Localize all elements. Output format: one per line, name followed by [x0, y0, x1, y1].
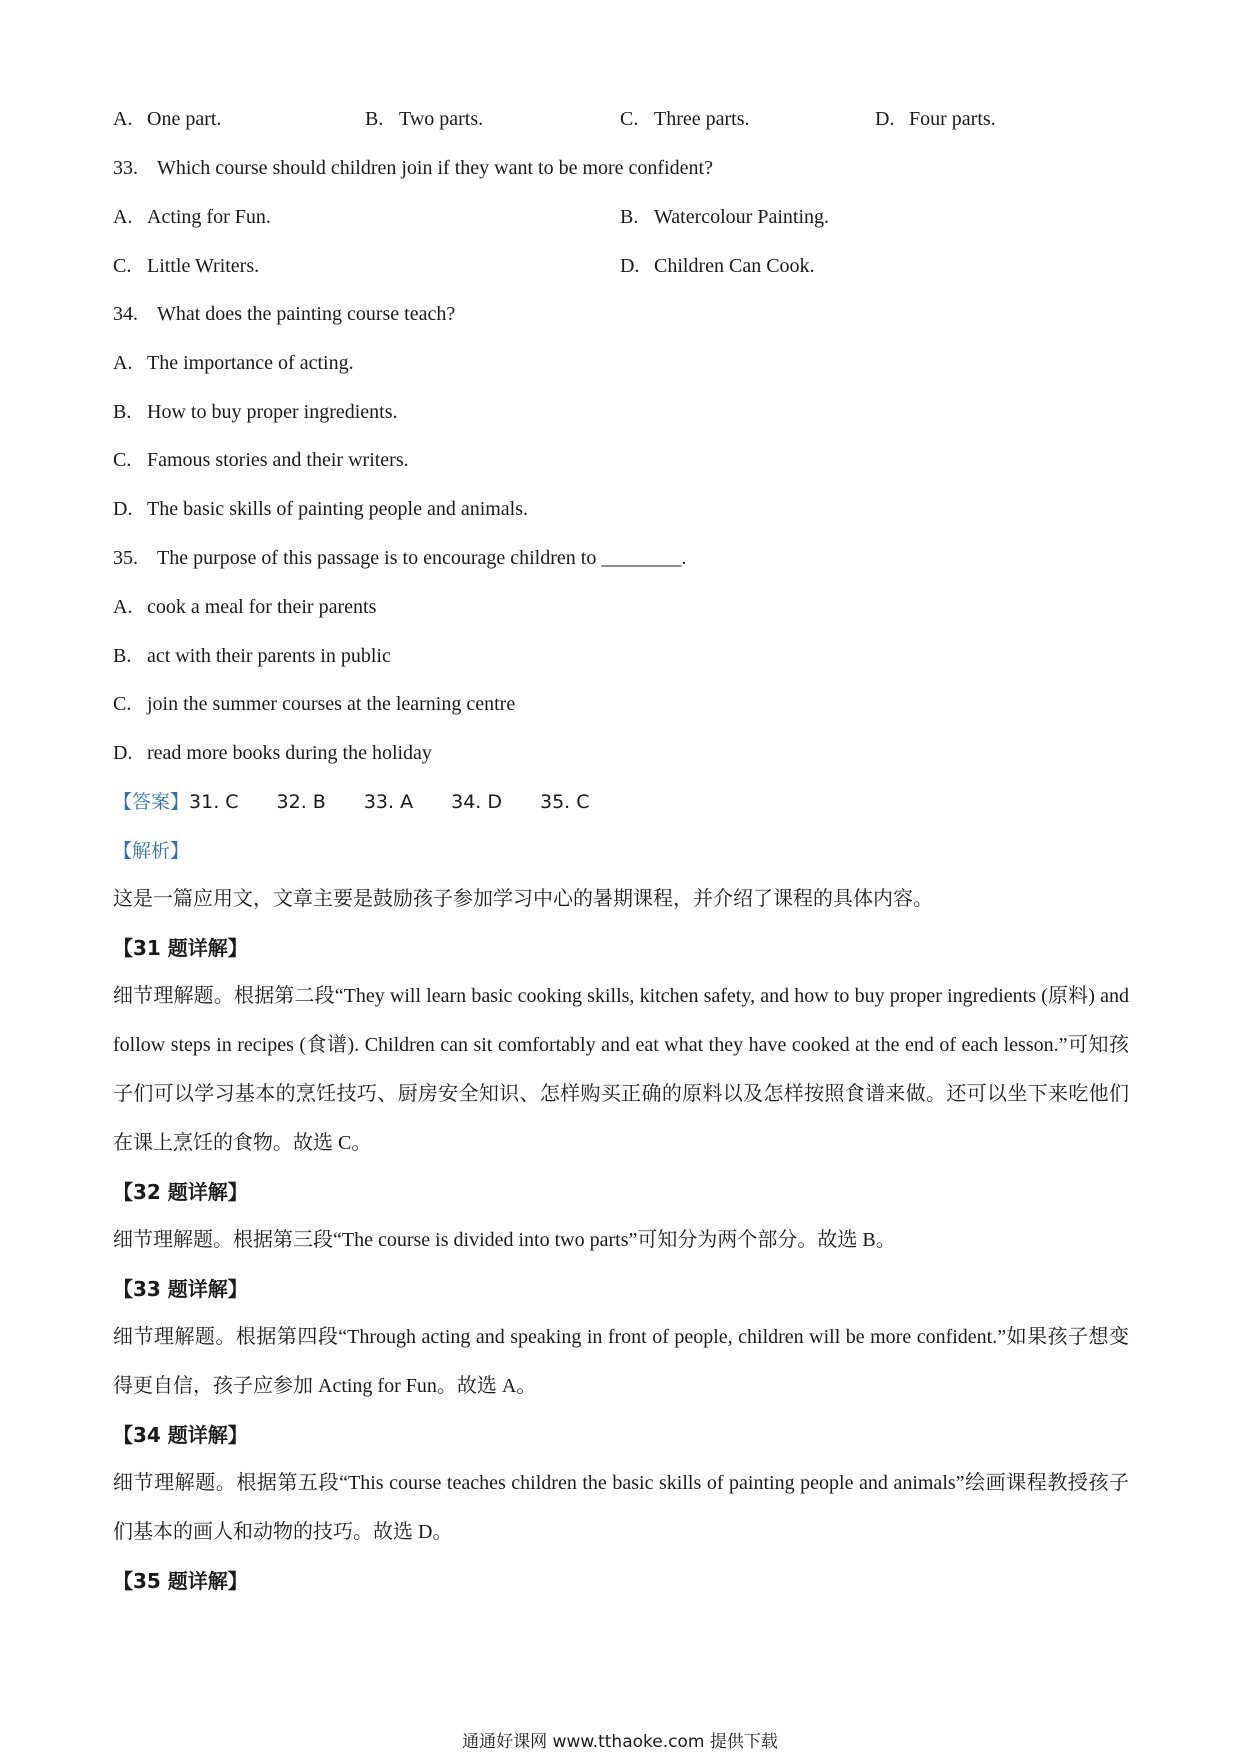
q34-question: 34. What does the painting course teach? — [113, 303, 456, 325]
detail-heading-31: 【31 题详解】 — [113, 936, 248, 960]
q32-option-b: B. Two parts. — [365, 108, 484, 130]
analysis-label: 【解析】 — [113, 840, 190, 862]
q32-option-a: A. One part. — [113, 108, 222, 130]
analysis-summary: 这是一篇应用文，文章主要是鼓励孩子参加学习中心的暑期课程，并介绍了课程的具体内容。 — [113, 888, 933, 910]
q34-option-b: B. How to buy proper ingredients. — [113, 401, 398, 423]
detail-heading-33: 【33 题详解】 — [113, 1277, 248, 1301]
detail-heading-32: 【32 题详解】 — [113, 1180, 248, 1204]
q35-option-c: C. join the summer courses at the learning centre — [113, 693, 516, 715]
q35-option-a: A. cook a meal for their parents — [113, 596, 377, 618]
detail-text-34: 细节理解题。根据第五段“This course teaches children the basic skills of painting people and animals”绘画课程教授孩子们基本的画人和动物的技巧。故选 D。 — [113, 1472, 1129, 1543]
q33-option-a: A. Acting for Fun. — [113, 206, 271, 228]
q32-option-d: D. Four parts. — [875, 108, 996, 130]
q35-question: 35. The purpose of this passage is to encourage children to ________. — [113, 547, 687, 569]
answer-item: 34. D — [451, 791, 502, 813]
q33-option-b: B. Watercolour Painting. — [620, 206, 830, 228]
q33-option-c: C. Little Writers. — [113, 255, 260, 277]
q32-option-c: C. Three parts. — [620, 108, 750, 130]
q35-option-d: D. read more books during the holiday — [113, 742, 432, 764]
detail-text-33: 细节理解题。根据第四段“Through acting and speaking in front of people, children will be more confident.”如果孩子想变得更自信，孩子应参加 Acting for Fun。故选 A。 — [113, 1326, 1129, 1397]
q34-option-a: A. The importance of acting. — [113, 352, 354, 374]
detail-text-31: 细节理解题。根据第二段“They will learn basic cooking skills, kitchen safety, and how to buy proper ingredients (原料) and follow steps in recipes (食谱). Children can sit comfortably and eat what they have cooked at the end of each lesson.”可知孩子们可以学习基本的烹饪技巧、厨房安全知识、怎样购买正确的原料以及怎样按照食谱来做。还可以坐下来吃他们在课上烹饪的食物。故选 C。 — [113, 985, 1129, 1154]
answer-item: 35. C — [540, 791, 590, 813]
answer-item: 32. B — [276, 791, 326, 813]
detail-heading-35: 【35 题详解】 — [113, 1569, 248, 1593]
q34-option-d: D. The basic skills of painting people and animals. — [113, 498, 529, 520]
answer-item: 33. A — [363, 791, 414, 813]
detail-text-32: 细节理解题。根据第三段“The course is divided into two parts”可知分为两个部分。故选 B。 — [113, 1229, 896, 1251]
q34-option-c: C. Famous stories and their writers. — [113, 449, 409, 471]
answer-item: 31. C — [189, 791, 239, 813]
q33-option-d: D. Children Can Cook. — [620, 255, 815, 277]
page-footer: 通通好课网 www.tthaoke.com 提供下载 — [462, 1732, 778, 1752]
answer-label: 【答案】 — [113, 791, 190, 813]
q35-option-b: B. act with their parents in public — [113, 645, 391, 667]
detail-heading-34: 【34 题详解】 — [113, 1423, 248, 1447]
q33-question: 33. Which course should children join if they want to be more confident? — [113, 157, 713, 179]
answer-row — [113, 789, 628, 815]
